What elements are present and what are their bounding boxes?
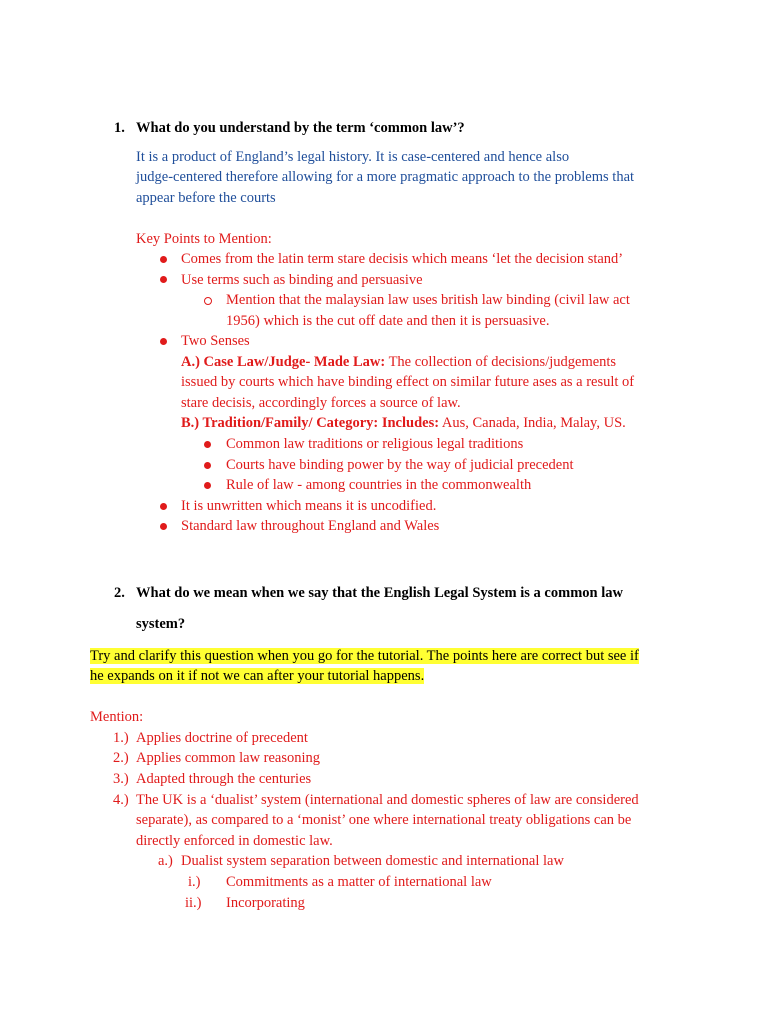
list-number: 1.): [113, 730, 129, 746]
sub-point-line: Mention that the malaysian law uses british law binding (civil law act: [226, 292, 630, 308]
roman-item: Incorporating: [226, 895, 305, 911]
highlighted-note-line: Try and clarify this question when you go for the tutorial. The points here are correct but see if: [90, 648, 639, 664]
bullet-icon: [204, 482, 211, 489]
list-item-line: directly enforced in domestic law.: [136, 833, 333, 849]
key-points-label: Key Points to Mention:: [136, 231, 272, 247]
roman-item: Commitments as a matter of international law: [226, 874, 492, 890]
sense-b-item: Rule of law - among countries in the commonwealth: [226, 477, 532, 493]
sense-b-text: Aus, Canada, India, Malay, US.: [439, 415, 626, 431]
sense-b-line: [181, 413, 626, 433]
answer-line: appear before the courts: [136, 190, 276, 206]
hollow-bullet-icon: [204, 297, 212, 305]
bullet-icon: [160, 256, 167, 263]
bullet-icon: [160, 503, 167, 510]
list-item: Adapted through the centuries: [136, 771, 312, 787]
bullet-icon: [160, 276, 167, 283]
bullet-icon: [160, 523, 167, 530]
list-number: 3.): [113, 771, 129, 787]
key-point: Use terms such as binding and persuasive: [181, 272, 423, 288]
question-1-number: 1.: [114, 120, 125, 136]
sub-list-letter: a.): [158, 853, 173, 869]
key-point: Two Senses: [181, 333, 250, 349]
key-point: Standard law throughout England and Wales: [181, 518, 440, 534]
sub-point-line: 1956) which is the cut off date and then it is persuasive.: [226, 313, 550, 329]
roman-numeral: i.): [188, 874, 201, 890]
list-item: Applies common law reasoning: [136, 750, 321, 766]
sense-b-item: Common law traditions or religious legal traditions: [226, 436, 524, 452]
sub-list-item: Dualist system separation between domestic and international law: [181, 853, 564, 869]
question-1-title: What do you understand by the term ‘common law’?: [136, 120, 465, 136]
answer-line: It is a product of England’s legal history. It is case-centered and hence also: [136, 149, 570, 165]
list-item-line: The UK is a ‘dualist’ system (international and domestic spheres of law are considered: [136, 792, 639, 808]
question-2-title-cont: system?: [136, 616, 186, 632]
sense-a-line: [181, 352, 616, 372]
bullet-icon: [160, 338, 167, 345]
sense-a-text-line: issued by courts which have binding effect on similar future ases as a result of: [181, 374, 635, 390]
sense-a-text-line: stare decisis, accordingly forces a source of law.: [181, 395, 461, 411]
answer-line: judge-centered therefore allowing for a more pragmatic approach to the problems that: [136, 169, 635, 185]
list-number: 2.): [113, 750, 129, 766]
question-2-number: 2.: [114, 585, 125, 601]
sense-a-label: A.) Case Law/Judge- Made Law:: [181, 354, 386, 370]
roman-numeral: ii.): [185, 895, 202, 911]
list-number: 4.): [113, 792, 129, 808]
highlighted-note-line: he expands on it if not we can after your tutorial happens.: [90, 668, 425, 684]
sense-b-item: Courts have binding power by the way of judicial precedent: [226, 457, 574, 473]
bullet-icon: [204, 441, 211, 448]
sense-a-text: The collection of decisions/judgements: [385, 354, 617, 370]
sense-b-label: B.) Tradition/Family/ Category: Includes:: [181, 415, 440, 431]
list-item-line: separate), as compared to a ‘monist’ one where international treaty obligations can be: [136, 812, 632, 828]
key-point: It is unwritten which means it is uncodified.: [181, 498, 437, 514]
list-item: Applies doctrine of precedent: [136, 730, 308, 746]
bullet-icon: [204, 462, 211, 469]
question-2-title: What do we mean when we say that the English Legal System is a common law: [136, 585, 623, 601]
mention-label: Mention:: [90, 709, 144, 725]
key-point: Comes from the latin term stare decisis which means ‘let the decision stand’: [181, 251, 624, 267]
